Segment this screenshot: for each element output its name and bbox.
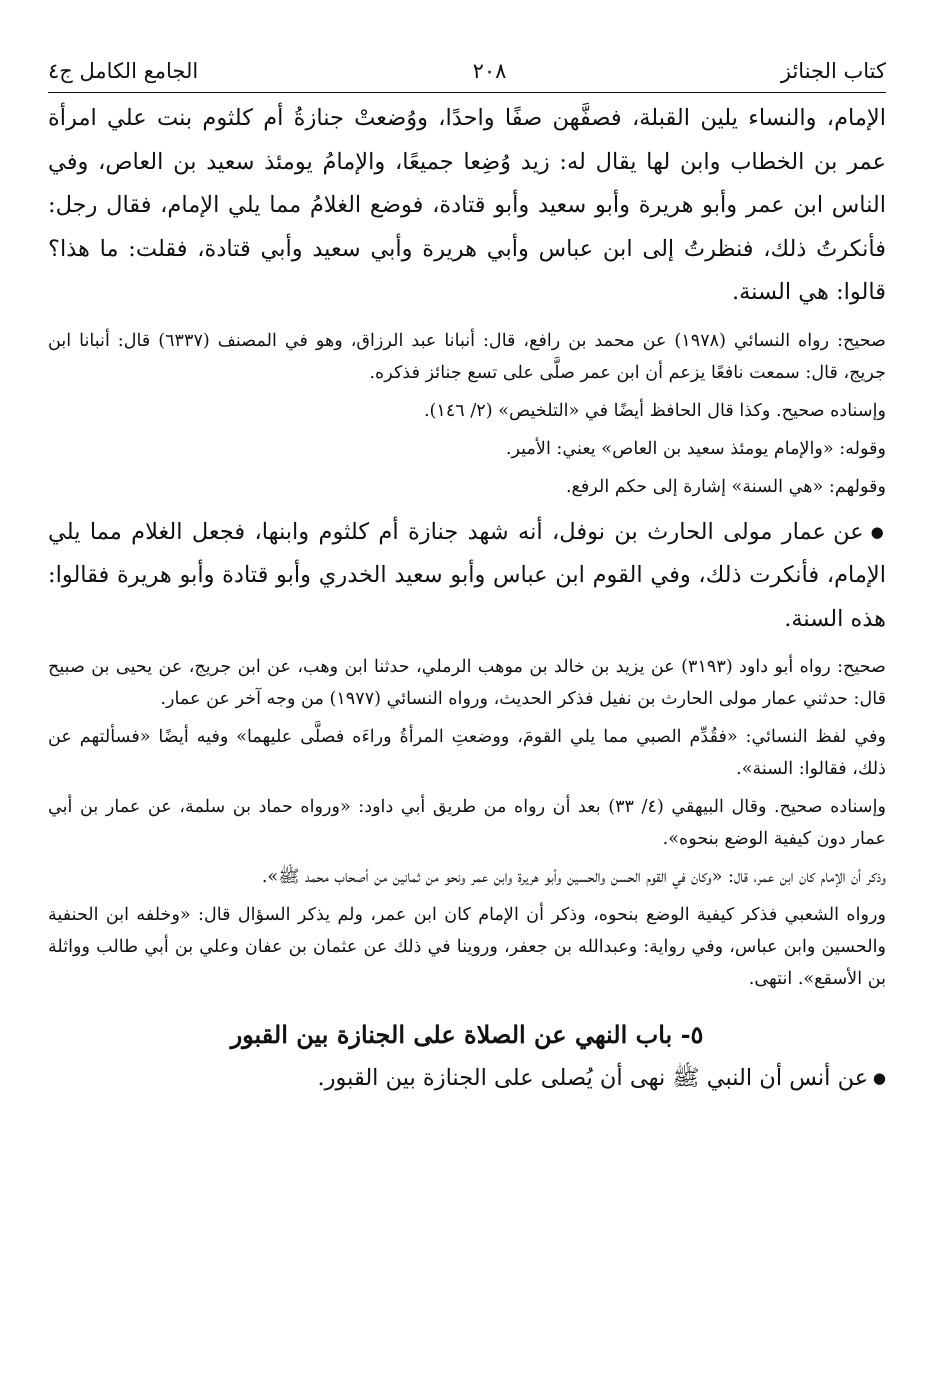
- book-title: كتاب الجنائز: [780, 59, 886, 83]
- collection-title: الجامع الكامل ج٤: [48, 59, 199, 83]
- hadith-paragraph: ● عن عمار مولى الحارث بن نوفل، أنه شهد جنازة أم كلثوم وابنها، فجعل الغلام مما يلي الإمام، فأنكرت ذلك، وفي القوم ابن عباس وأبو سعيد الخدري وأبو قتادة وأبو هريرة فقالوا: هذه السنة.: [48, 511, 886, 642]
- section-body: [48, 1057, 886, 1101]
- page-body: [48, 97, 886, 995]
- commentary-paragraph: وذكر أن الإمام كان ابن عمر، قال: «وكان في القوم الحسن والحسين وأبو هريرة وابن عمر ونحو من ثمانين من أصحاب محمد ﷺ».: [261, 867, 886, 887]
- commentary-paragraph: وفي لفظ النسائي: «فقُدِّم الصبي مما يلي القومَ، ووضعتِ المرأةُ وراءَه فصلَّى عليهما» وفيه أيضًا «فسألتهم عن ذلك، فقالوا: السنة».: [48, 727, 886, 779]
- page-header: [48, 56, 886, 93]
- commentary-paragraph: ورواه الشعبي فذكر كيفية الوضع بنحوه، وذكر أن الإمام كان ابن عمر، ولم يذكر السؤال قال: «وخلفه ابن الحنفية والحسين وابن عباس، وفي رواية: وعبدالله بن جعفر، وروينا في ذلك عن عثمان بن عفان وعلي بن أبي طالب وواثلة بن الأسقع». انتهى.: [48, 905, 886, 989]
- commentary-paragraph: وقولهم: «هي السنة» إشارة إلى حكم الرفع.: [565, 476, 886, 497]
- commentary-paragraph: صحيح: رواه النسائي (١٩٧٨) عن محمد بن رافع، قال: أنبانا عبد الرزاق، وهو في المصنف (٦٣٣٧) قال: أنبانا ابن جريج، قال: سمعت نافعًا يزعم أن ابن عمر صلَّى على تسع جنائز فذكره.: [48, 330, 886, 383]
- hadith-paragraph: الإمام، والنساء يلين القبلة، فصفَّهن صفًا واحدًا، ووُضعتْ جنازةُ أم كلثوم بنت علي امرأة عمر بن الخطاب وابن لها يقال له: زيد وُضِعا جميعًا، والإمامُ يومئذ سعيد بن العاص، وفي الناس ابن عمر وأبو هريرة وأبو سعيد وأبو قتادة، فوضع الغلامُ مما يلي الإمام، فقال رجل: فأنكرتُ ذلك، فنظرتُ إلى ابن عباس وأبي هريرة وأبي سعيد وأبي قتادة، فقلت: ما هذا؟ قالوا: هي السنة.: [48, 105, 886, 305]
- commentary-paragraph: وقوله: «والإمام يومئذ سعيد بن العاص» يعني: الأمير.: [505, 438, 886, 459]
- hadith-paragraph: ● عن أنس أن النبي ﷺ نهى أن يُصلى على الجنازة بين القبور.: [48, 1057, 886, 1101]
- commentary-paragraph: صحيح: رواه أبو داود (٣١٩٣) عن يزيد بن خالد بن موهب الرملي، حدثنا ابن وهب، عن ابن جريج، عن يحيى بن صبيح قال: حدثني عمار مولى الحارث بن نفيل فذكر الحديث، ورواه النسائي (١٩٧٧) من وجه آخر عن عمار.: [48, 657, 887, 709]
- section-heading: ٥- باب النهي عن الصلاة على الجنازة بين القبور: [230, 1020, 704, 1049]
- commentary-paragraph: وإسناده صحيح. وكذا قال الحافظ أيضًا في «التلخيص» (٢/ ١٤٦).: [423, 400, 886, 421]
- page-number: ٢٠٨: [472, 59, 507, 83]
- commentary-paragraph: وإسناده صحيح. وقال البيهقي (٤/ ٣٣) بعد أن رواه من طريق أبي داود: «ورواه حماد بن سلمة، عن عمار بن أبي عمار دون كيفية الوضع بنحوه».: [48, 797, 886, 849]
